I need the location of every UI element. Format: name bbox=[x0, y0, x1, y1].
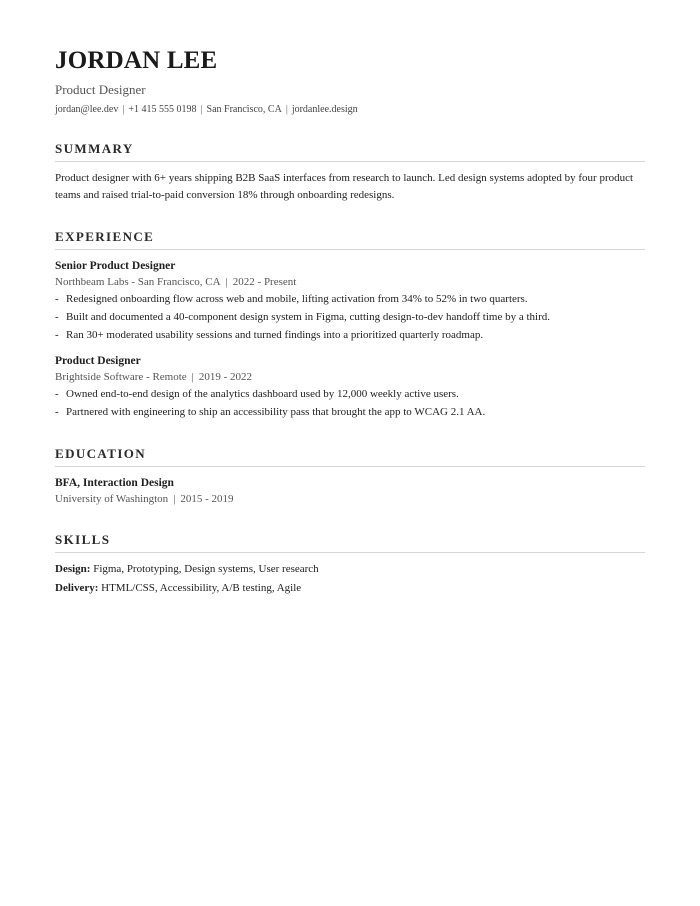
job-meta bbox=[55, 369, 645, 385]
job-bullets bbox=[55, 386, 645, 421]
skill-values: HTML/CSS, Accessibility, A/B testing, Agile bbox=[101, 582, 302, 594]
bullet-text: Built and documented a 40-component design system in Figma, cutting design-to-dev handoff time by a third. bbox=[66, 311, 551, 323]
education-section bbox=[55, 446, 645, 507]
job-entry bbox=[55, 353, 645, 421]
bullet-marker: - bbox=[55, 388, 59, 400]
education-dates: 2015 - 2019 bbox=[180, 493, 234, 505]
bullet-text: Owned end-to-end design of the analytics dashboard used by 12,000 weekly active users. bbox=[66, 388, 459, 400]
bullet-marker: - bbox=[55, 311, 59, 323]
job-company: Northbeam Labs - San Francisco, CA bbox=[55, 276, 221, 288]
section-heading-education: EDUCATION bbox=[55, 446, 645, 467]
skill-line-design bbox=[55, 561, 645, 578]
contact-email: jordan@lee.dev bbox=[55, 104, 119, 115]
meta-separator: | bbox=[191, 371, 194, 383]
skill-label: Design: bbox=[55, 563, 91, 575]
job-bullet bbox=[55, 327, 645, 344]
education-school: University of Washington bbox=[55, 493, 169, 505]
section-heading-experience: EXPERIENCE bbox=[55, 229, 645, 250]
experience-section bbox=[55, 229, 645, 421]
job-bullet bbox=[55, 309, 645, 326]
bullet-text: Redesigned onboarding flow across web and mobile, lifting activation from 34% to 52% in two quarters. bbox=[66, 293, 528, 305]
meta-separator: | bbox=[173, 493, 176, 505]
contact-website: jordanlee.design bbox=[291, 104, 358, 115]
skill-label: Delivery: bbox=[55, 582, 99, 594]
contact-location: San Francisco, CA bbox=[206, 104, 282, 115]
summary-section bbox=[55, 141, 645, 204]
candidate-role: Product Designer bbox=[55, 82, 146, 97]
job-dates: 2022 - Present bbox=[232, 276, 297, 288]
skill-values: Figma, Prototyping, Design systems, User research bbox=[93, 563, 319, 575]
education-meta bbox=[55, 491, 645, 507]
job-bullet bbox=[55, 404, 645, 421]
contact-separator: | bbox=[200, 104, 203, 115]
job-company: Brightside Software - Remote bbox=[55, 371, 187, 383]
job-title: Senior Product Designer bbox=[55, 260, 176, 272]
job-bullet bbox=[55, 386, 645, 403]
job-dates: 2019 - 2022 bbox=[198, 371, 253, 383]
education-degree: BFA, Interaction Design bbox=[55, 477, 174, 489]
contact-phone: +1 415 555 0198 bbox=[128, 104, 197, 115]
bullet-marker: - bbox=[55, 293, 59, 305]
bullet-text: Partnered with engineering to ship an accessibility pass that brought the app to WCAG 2.1 AA. bbox=[66, 406, 486, 418]
contact-line bbox=[55, 103, 645, 116]
contact-separator: | bbox=[285, 104, 288, 115]
job-bullet bbox=[55, 291, 645, 308]
skills-section bbox=[55, 532, 645, 597]
job-meta bbox=[55, 274, 645, 290]
resume-header bbox=[55, 46, 645, 116]
candidate-name: JORDAN LEE bbox=[55, 47, 218, 74]
bullet-marker: - bbox=[55, 329, 59, 341]
skill-line-delivery bbox=[55, 580, 645, 597]
job-title: Product Designer bbox=[55, 355, 141, 367]
bullet-marker: - bbox=[55, 406, 59, 418]
job-entry bbox=[55, 258, 645, 344]
bullet-text: Ran 30+ moderated usability sessions and turned findings into a prioritized quarterly roadmap. bbox=[66, 329, 484, 341]
contact-separator: | bbox=[122, 104, 125, 115]
job-bullets bbox=[55, 291, 645, 344]
section-heading-skills: SKILLS bbox=[55, 532, 645, 553]
section-heading-summary: SUMMARY bbox=[55, 141, 645, 162]
summary-text: Product designer with 6+ years shipping B2B SaaS interfaces from research to launch. Led design systems adopted by four product teams and raised trial-to-paid conversion 18% through onboarding redesigns. bbox=[55, 172, 634, 201]
meta-separator: | bbox=[225, 276, 228, 288]
